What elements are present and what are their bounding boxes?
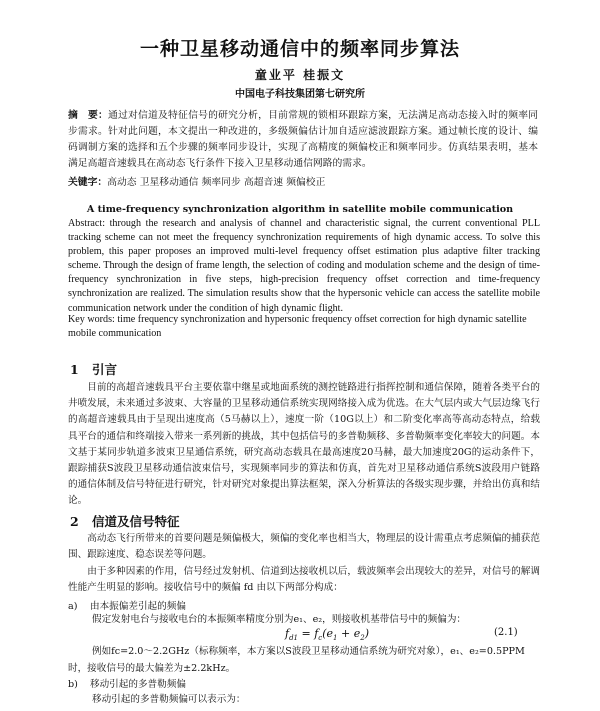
example-line-1: 例如fc=2.0～2.2GHz（标称频率，本方案以S波段卫星移动通信系统为研究对象），e₁、e₂=0.5PPM [92,646,525,657]
section-2-heading [70,512,180,530]
list-item-a [68,598,186,612]
example-line-2: 时，接收信号的最大偏差为±2.2kHz。 [68,663,236,674]
section-1-number: 1 [70,362,79,377]
equation-number: (2.1) [494,627,518,638]
keywords-cn-text: 高动态 卫星移动通信 频率同步 高超音速 频偏校正 [107,177,326,188]
abstract-cn [68,108,538,172]
formula-text: $f_{d1} = f_c(e_1 + e_2)$ [285,627,369,643]
section-2-paragraph-2: 由于多种因素的作用，信号经过发射机、信道到达接收机以后，载波频率会出现较大的差异，对信号的解调性能产生明显的影响。接收信号中的频偏 fd 由以下两部分构成： [68,566,540,594]
section-2-title: 信道及信号特征 [92,514,180,529]
list-item-b [68,676,186,690]
section-1-paragraph: 目前的高超音速载具平台主要依靠中继星或地面系统的测控链路进行指挥控制和通信保障，随着各类平台的井喷发展，未来通过多波束、大容量的卫星移动通信系统实现网络接入成为优选。在大气层内或大气层边缘飞行的高超音速载具由于呈现出速度高（5马赫以上），速度一阶（10G以上）和二阶变化率高等高动态特点，给载具平台的通信和终端接入带来一系列新的挑战，其中包括信号的多普勒频移、多普勒频率变化率较大的问题。本文基于某同步轨道多波束卫星通信系统，研究高动态载具在最高速度20马赫，最大加速度20G的运动条件下，跟踪捕获S波段卫星移动通信波束信号，实现频率同步的算法和仿真，首先对卫星移动通信系统S波段用户链路的通信体制及信号特征进行研究，针对研究对象提出算法框架，深入分析算法的各级实现步骤，并给出仿真和结论。 [68,382,540,507]
item-b-description: 移动引起的多普勒频偏可以表示为： [92,694,246,705]
section-2-paragraph-1: 高动态飞行所带来的首要问题是频偏极大，频偏的变化率也相当大，物理层的设计需重点考虑频偏的捕获范围、跟踪速度、稳态误差等问题。 [68,533,540,561]
list-item-a-label: a) [68,601,78,612]
authors: 童业平 桂振文 [254,68,346,82]
section-1-heading [70,360,117,378]
item-a-description: 假定发射电台与接收电台的本振频率精度分别为e₁、e₂，则接收机基带信号中的频偏为： [92,614,467,625]
abstract-cn-label: 摘 要： [68,110,109,121]
keywords-cn [68,174,538,188]
english-title: A time-frequency synchronization algorithm in satellite mobile communication [86,204,514,215]
abstract-cn-text: 通过对信道及特征信号的研究分析，目前常规的锁相环跟踪方案，无法满足高动态接入时的频率同步需求。针对此问题，本文提出一种改进的，多级频偏估计加自适应滤波跟踪方案。通过帧长度的设计、编码调制方案的选择和五个步骤的频率同步设计，实现了高精度的频偏校正和频率同步。仿真结果表明，基本满足高超音速载具在高动态飞行条件下接入卫星移动通信网路的需求。 [68,110,539,169]
keywords-cn-label: 关键字： [68,177,108,188]
paper-title: 一种卫星移动通信中的频率同步算法 [139,38,460,60]
list-item-b-label: b) [68,679,78,690]
affiliation: 中国电子科技集团第七研究所 [235,89,365,100]
section-2-number: 2 [70,514,79,529]
abstract-en: Abstract: through the research and analysis of channel and characteristic signal, the current conventional PLL tracking scheme can not meet the frequency synchronization requirements of high dynamic access. To solve this problem, this paper proposes an improved multi-level frequency offset estimation plus adaptive filter tracking scheme. Through the design of frame length, the selection of coding and modulation scheme and the design of time-frequency synchronization in five steps, high-precision frequency offset correction and time-frequency synchronization are realized. The simulation results show that the hypersonic vehicle can access the satellite mobile communication network under the condition of high dynamic flight. [68,218,540,314]
list-item-b-text: 移动引起的多普勒频偏 [90,679,186,690]
section-1-title: 引言 [92,362,118,377]
formula-2-1 [285,627,369,642]
keywords-en: Key words: time frequency synchronization and hypersonic frequency offset correction for high dynamic satellite mobile communication [68,314,527,340]
list-item-a-text: 由本振偏差引起的频偏 [90,601,186,612]
